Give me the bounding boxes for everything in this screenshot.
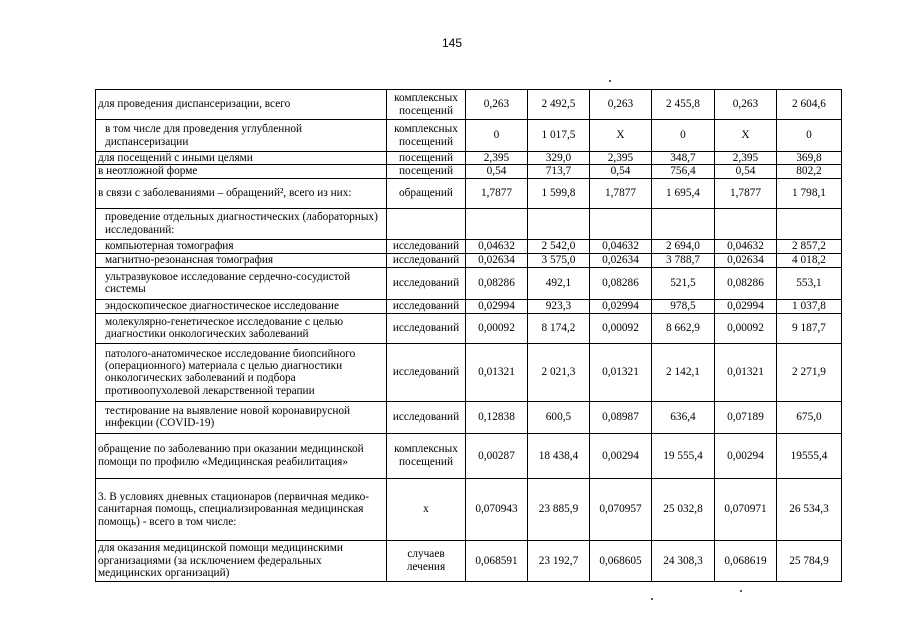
volume-norm-cell: 0,04632 [590, 239, 652, 253]
row-unit: исследований [387, 239, 466, 253]
cost-norm-cell: 923,3 [528, 299, 590, 313]
row-unit: посещений [387, 165, 466, 178]
volume-norm-cell: 0,00287 [466, 433, 528, 478]
table-row [96, 120, 842, 152]
volume-norm-cell: 0,02994 [590, 299, 652, 313]
volume-norm-cell: 2,395 [466, 152, 528, 165]
cost-norm-cell: 600,5 [528, 401, 590, 433]
volume-norm-cell: 2,395 [715, 152, 777, 165]
volume-norm-cell [590, 208, 652, 239]
volume-norm-cell: 0,01321 [590, 343, 652, 401]
cost-norm-cell: 2 542,0 [528, 239, 590, 253]
scan-speck [740, 590, 742, 592]
row-unit: исследований [387, 401, 466, 433]
cost-norm-cell [528, 208, 590, 239]
volume-norm-cell: 0,068619 [715, 540, 777, 581]
cost-norm-cell: 369,8 [777, 152, 842, 165]
volume-norm-cell: 0,263 [590, 90, 652, 120]
cost-norm-cell: 492,1 [528, 267, 590, 299]
row-unit: исследований [387, 313, 466, 343]
cost-norm-cell: 25 032,8 [652, 478, 715, 540]
cost-norm-cell: 2 021,3 [528, 343, 590, 401]
cost-norm-cell: 756,4 [652, 165, 715, 178]
cost-norm-cell: 1 037,8 [777, 299, 842, 313]
row-name: компьютерная томография [96, 239, 387, 253]
table-row [96, 90, 842, 120]
volume-norm-cell: 1,7877 [590, 178, 652, 208]
row-name: 3. В условиях дневных стационаров (первичная медико-санитарная помощь, специализированная медицинская помощь) - всего в том числе: [96, 478, 387, 540]
volume-norm-cell: 0,07189 [715, 401, 777, 433]
volume-norm-cell: 2,395 [590, 152, 652, 165]
volume-norm-cell: 0,01321 [715, 343, 777, 401]
volume-norm-cell: 0,070943 [466, 478, 528, 540]
table-row [96, 313, 842, 343]
volume-norm-cell: 0,070971 [715, 478, 777, 540]
volume-norm-cell: 0,00092 [715, 313, 777, 343]
volume-norm-cell: 0,068605 [590, 540, 652, 581]
cost-norm-cell: 2 857,2 [777, 239, 842, 253]
volume-norm-cell: 0,54 [466, 165, 528, 178]
volume-norm-cell: 1,7877 [715, 178, 777, 208]
volume-norm-cell: 0 [466, 120, 528, 152]
cost-norm-cell: 2 455,8 [652, 90, 715, 120]
row-unit: комплексных посещений [387, 433, 466, 478]
table-row [96, 401, 842, 433]
cost-norm-cell [777, 208, 842, 239]
table-row [96, 253, 842, 267]
row-name: молекулярно-генетическое исследование с целью диагностики онкологических заболеваний [96, 313, 387, 343]
volume-norm-cell: 0,04632 [466, 239, 528, 253]
row-unit: х [387, 478, 466, 540]
table-row [96, 178, 842, 208]
cost-norm-cell: 1 695,4 [652, 178, 715, 208]
row-name: обращение по заболеванию при оказании медицинской помощи по профилю «Медицинская реабилитация» [96, 433, 387, 478]
row-unit: исследований [387, 267, 466, 299]
cost-norm-cell: 2 271,9 [777, 343, 842, 401]
cost-norm-cell: 713,7 [528, 165, 590, 178]
volume-norm-cell: 0,02634 [590, 253, 652, 267]
volume-norm-cell: 0,263 [715, 90, 777, 120]
row-unit [387, 208, 466, 239]
cost-norm-cell: 19555,4 [777, 433, 842, 478]
volume-norm-cell: 0,00092 [466, 313, 528, 343]
volume-norm-cell: 0,00294 [715, 433, 777, 478]
scan-speck [651, 598, 653, 600]
cost-norm-cell: 26 534,3 [777, 478, 842, 540]
row-name: тестирование на выявление новой коронавирусной инфекции (COVID-19) [96, 401, 387, 433]
row-name: эндоскопическое диагностическое исследование [96, 299, 387, 313]
cost-norm-cell: 329,0 [528, 152, 590, 165]
row-name: для оказания медицинской помощи медицинскими организациями (за исключением федеральных медицинских организаций) [96, 540, 387, 581]
volume-norm-cell: 0,04632 [715, 239, 777, 253]
table-row [96, 208, 842, 239]
row-name: патолого-анатомическое исследование биопсийного (операционного) материала с целью диагностики онкологических заболеваний и подбора противоопухолевой лекарственной терапии [96, 343, 387, 401]
table-row [96, 540, 842, 581]
cost-norm-cell: 18 438,4 [528, 433, 590, 478]
volume-norm-cell: 0,263 [466, 90, 528, 120]
volume-norm-cell: 0,08286 [590, 267, 652, 299]
row-unit: комплексных посещений [387, 120, 466, 152]
tariff-table [95, 89, 842, 582]
table-row [96, 152, 842, 165]
cost-norm-cell: 2 694,0 [652, 239, 715, 253]
cost-norm-cell: 1 599,8 [528, 178, 590, 208]
cost-norm-cell [652, 208, 715, 239]
cost-norm-cell: 23 192,7 [528, 540, 590, 581]
cost-norm-cell: 23 885,9 [528, 478, 590, 540]
volume-norm-cell: 0,08987 [590, 401, 652, 433]
volume-norm-cell: 0,02994 [715, 299, 777, 313]
row-name: в связи с заболеваниями – обращений², всего из них: [96, 178, 387, 208]
row-unit: исследований [387, 299, 466, 313]
cost-norm-cell: 0 [652, 120, 715, 152]
scan-speck [609, 80, 611, 82]
cost-norm-cell: 348,7 [652, 152, 715, 165]
volume-norm-cell: 0,08286 [466, 267, 528, 299]
cost-norm-cell: 8 662,9 [652, 313, 715, 343]
row-name: магнитно-резонансная томография [96, 253, 387, 267]
volume-norm-cell: 0,00092 [590, 313, 652, 343]
row-name: проведение отдельных диагностических (лабораторных) исследований: [96, 208, 387, 239]
table-row [96, 267, 842, 299]
cost-norm-cell: 1 017,5 [528, 120, 590, 152]
row-unit: случаев лечения [387, 540, 466, 581]
volume-norm-cell: X [715, 120, 777, 152]
volume-norm-cell: 0,02634 [466, 253, 528, 267]
cost-norm-cell: 2 142,1 [652, 343, 715, 401]
cost-norm-cell: 978,5 [652, 299, 715, 313]
row-unit: комплексных посещений [387, 90, 466, 120]
volume-norm-cell: X [590, 120, 652, 152]
cost-norm-cell: 19 555,4 [652, 433, 715, 478]
row-unit: обращений [387, 178, 466, 208]
volume-norm-cell: 0,02634 [715, 253, 777, 267]
row-unit: исследований [387, 253, 466, 267]
volume-norm-cell: 0,54 [590, 165, 652, 178]
cost-norm-cell: 24 308,3 [652, 540, 715, 581]
cost-norm-cell: 553,1 [777, 267, 842, 299]
cost-norm-cell: 3 788,7 [652, 253, 715, 267]
cost-norm-cell: 2 492,5 [528, 90, 590, 120]
volume-norm-cell: 0,068591 [466, 540, 528, 581]
cost-norm-cell: 802,2 [777, 165, 842, 178]
page-number: 145 [441, 36, 463, 50]
table-row [96, 433, 842, 478]
table-row [96, 343, 842, 401]
cost-norm-cell: 4 018,2 [777, 253, 842, 267]
row-unit: посещений [387, 152, 466, 165]
cost-norm-cell: 675,0 [777, 401, 842, 433]
row-unit: исследований [387, 343, 466, 401]
row-name: в том числе для проведения углубленной диспансеризации [96, 120, 387, 152]
volume-norm-cell [715, 208, 777, 239]
volume-norm-cell: 0,00294 [590, 433, 652, 478]
cost-norm-cell: 8 174,2 [528, 313, 590, 343]
volume-norm-cell: 0,12838 [466, 401, 528, 433]
cost-norm-cell: 1 798,1 [777, 178, 842, 208]
volume-norm-cell: 0,08286 [715, 267, 777, 299]
row-name: для посещений с иными целями [96, 152, 387, 165]
row-name: ультразвуковое исследование сердечно-сосудистой системы [96, 267, 387, 299]
volume-norm-cell: 0,02994 [466, 299, 528, 313]
volume-norm-cell [466, 208, 528, 239]
cost-norm-cell: 9 187,7 [777, 313, 842, 343]
table-row [96, 478, 842, 540]
cost-norm-cell: 636,4 [652, 401, 715, 433]
table-row [96, 165, 842, 178]
table-row [96, 239, 842, 253]
volume-norm-cell: 0,070957 [590, 478, 652, 540]
table-row [96, 299, 842, 313]
cost-norm-cell: 2 604,6 [777, 90, 842, 120]
row-name: для проведения диспансеризации, всего [96, 90, 387, 120]
volume-norm-cell: 0,01321 [466, 343, 528, 401]
cost-norm-cell: 521,5 [652, 267, 715, 299]
cost-norm-cell: 0 [777, 120, 842, 152]
cost-norm-cell: 25 784,9 [777, 540, 842, 581]
volume-norm-cell: 1,7877 [466, 178, 528, 208]
cost-norm-cell: 3 575,0 [528, 253, 590, 267]
volume-norm-cell: 0,54 [715, 165, 777, 178]
row-name: в неотложной форме [96, 165, 387, 178]
